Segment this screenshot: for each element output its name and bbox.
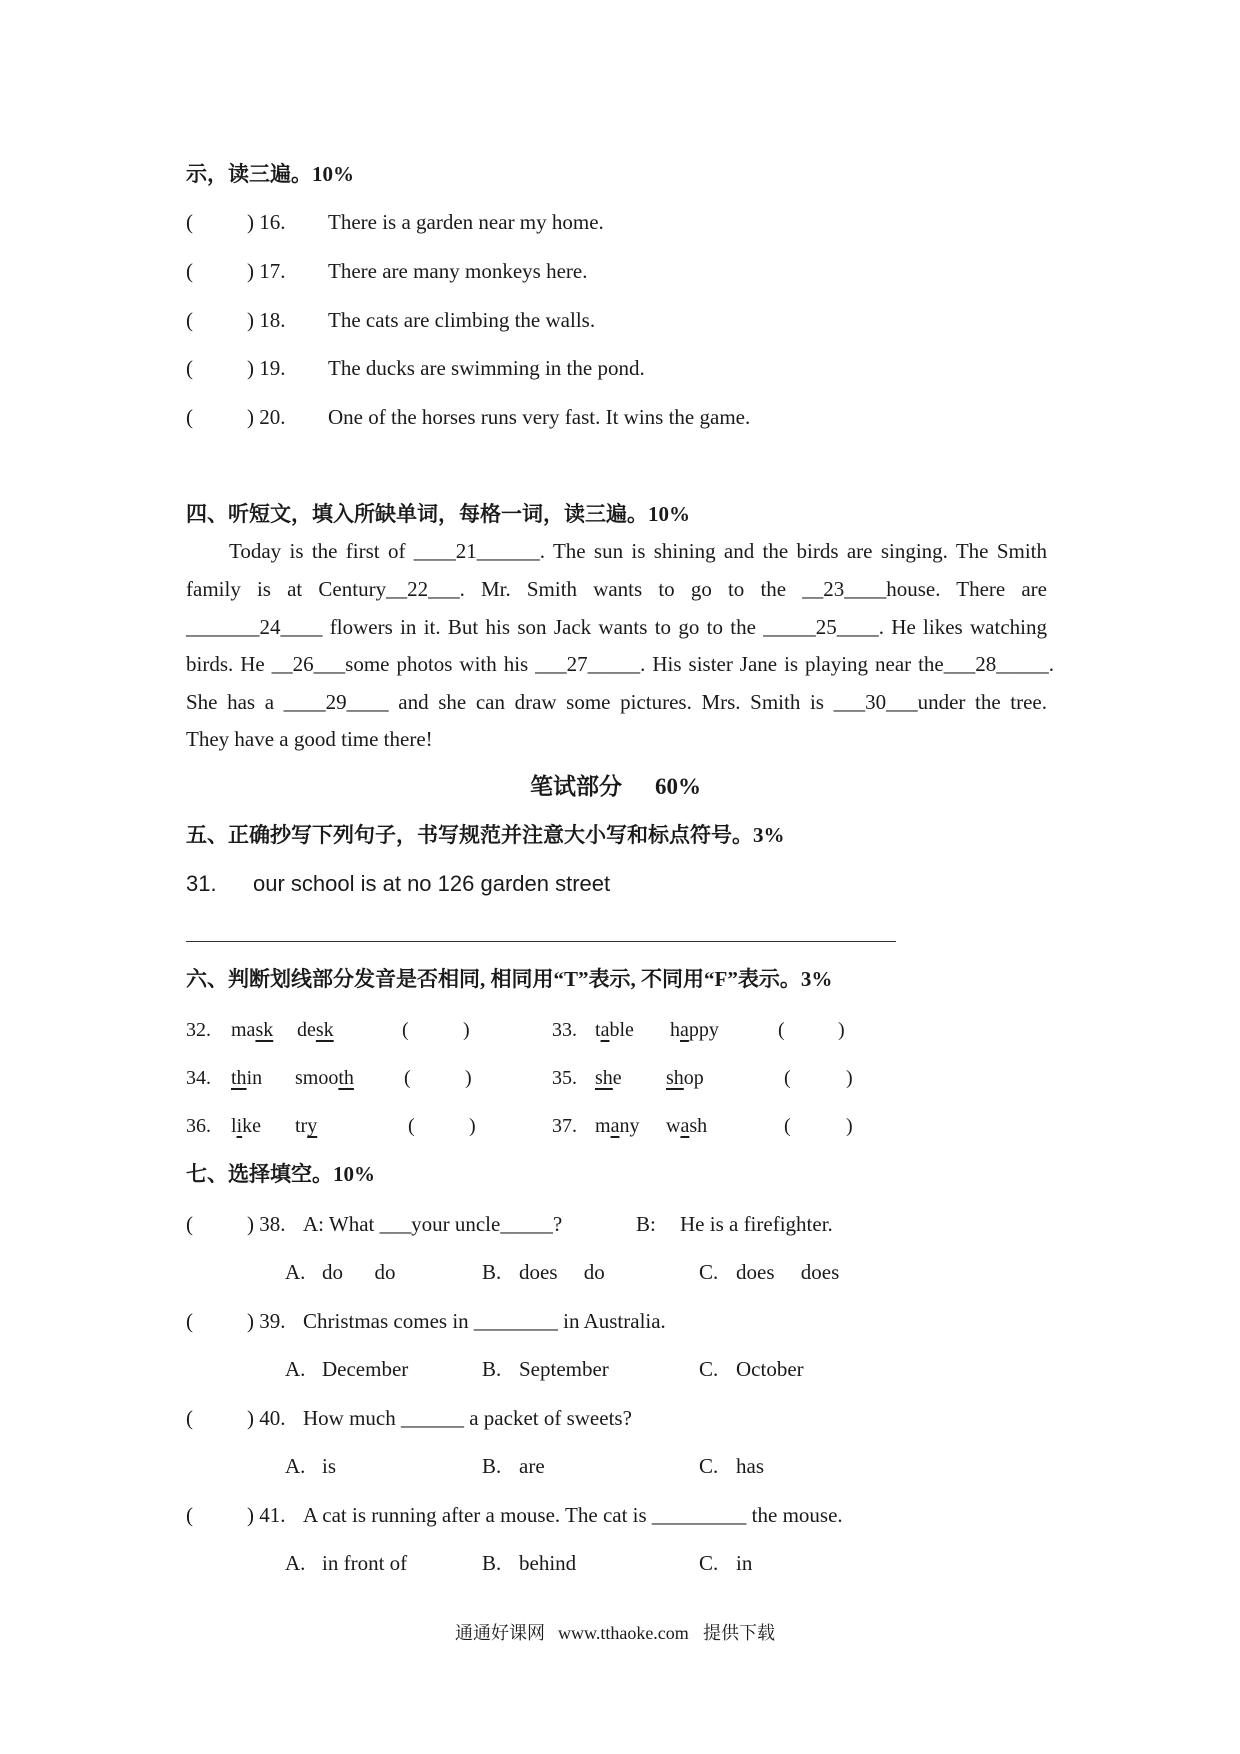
option-text: does do — [519, 1260, 605, 1284]
option-letter: B. — [482, 1357, 502, 1381]
word: many — [595, 1115, 640, 1137]
question-number: ) 38. — [247, 1212, 286, 1236]
answer-paren-close: ) — [846, 1067, 853, 1089]
answer-paren-open: ( — [784, 1067, 791, 1089]
section5-heading: 五、正确抄写下列句子，书写规范并注意大小写和标点符号。3% — [186, 823, 785, 847]
question-number: 32. — [186, 1019, 211, 1041]
option-letter: A. — [285, 1357, 306, 1381]
answer-paren: ( — [186, 308, 193, 332]
option-letter: A. — [285, 1551, 306, 1575]
option-letter: C. — [699, 1551, 719, 1575]
question-number: ) 19. — [247, 356, 286, 380]
answer-paren-close: ) — [469, 1115, 476, 1137]
word: wash — [666, 1115, 708, 1137]
question-number: ) 20. — [247, 405, 286, 429]
option-letter: A. — [285, 1260, 306, 1284]
footer-suffix: 提供下载 — [703, 1623, 775, 1643]
question-stem: A cat is running after a mouse. The cat is _________ the mouse. — [303, 1503, 843, 1527]
option-text: September — [519, 1357, 609, 1381]
passage-line: She has a ____29____ and she can draw some pictures. Mrs. Smith is ___30___under the tree. — [186, 690, 1047, 714]
option-letter: B. — [482, 1260, 502, 1284]
question-number: 37. — [552, 1115, 577, 1137]
answer-paren: ( — [186, 259, 193, 283]
option-text: behind — [519, 1551, 577, 1575]
question-number: ) 17. — [247, 259, 286, 283]
answer-paren-close: ) — [846, 1115, 853, 1137]
answer-paren: ( — [186, 405, 193, 429]
option-text: are — [519, 1454, 545, 1478]
word: desk — [297, 1019, 334, 1041]
option-letter: C. — [699, 1260, 719, 1284]
question-number: ) 41. — [247, 1503, 286, 1527]
written-part-percent: 60% — [655, 774, 701, 799]
answer-paren-open: ( — [408, 1115, 415, 1137]
word: mask — [231, 1019, 274, 1041]
option-letter: B. — [482, 1551, 502, 1575]
question-stem: A: What ___your uncle_____? — [303, 1212, 563, 1236]
question-text: There is a garden near my home. — [328, 210, 604, 234]
option-letter: C. — [699, 1357, 719, 1381]
answer-paren-open: ( — [784, 1115, 791, 1137]
option-text: do do — [322, 1260, 396, 1284]
question-number: 34. — [186, 1067, 211, 1089]
reply-label: B: — [636, 1212, 656, 1236]
question-number: ) 18. — [247, 308, 286, 332]
copy-sentence: our school is at no 126 garden street — [253, 871, 611, 896]
word: shop — [666, 1067, 704, 1089]
question-text: The cats are climbing the walls. — [328, 308, 596, 332]
question-number: 33. — [552, 1019, 577, 1041]
question-stem: Christmas comes in ________ in Australia. — [303, 1309, 666, 1333]
section7-heading: 七、选择填空。10% — [186, 1162, 375, 1186]
question-number: 36. — [186, 1115, 211, 1137]
answer-paren: ( — [186, 1503, 193, 1527]
answer-paren-close: ) — [838, 1019, 845, 1041]
answer-paren: ( — [186, 210, 193, 234]
question-number: ) 39. — [247, 1309, 286, 1333]
reply-text: He is a firefighter. — [680, 1212, 833, 1236]
passage-line: Today is the first of ____21______. The sun is shining and the birds are singing. The Smith — [229, 539, 1047, 563]
word: try — [295, 1115, 318, 1137]
answer-paren: ( — [186, 1309, 193, 1333]
option-text: is — [322, 1454, 337, 1478]
answer-paren: ( — [186, 356, 193, 380]
question-stem: How much ______ a packet of sweets? — [303, 1406, 632, 1430]
answer-paren-close: ) — [465, 1067, 472, 1089]
question-text: There are many monkeys here. — [328, 259, 588, 283]
question-text: The ducks are swimming in the pond. — [328, 356, 645, 380]
option-text: October — [736, 1357, 804, 1381]
option-letter: A. — [285, 1454, 306, 1478]
passage-line: They have a good time there! — [186, 727, 433, 751]
word: table — [595, 1019, 634, 1041]
answer-paren: ( — [186, 1406, 193, 1430]
answer-paren-close: ) — [463, 1019, 470, 1041]
word: smooth — [295, 1067, 354, 1089]
section3-heading-tail: 示，读三遍。10% — [186, 162, 354, 186]
section6-heading: 六、判断划线部分发音是否相同, 相同用“T”表示, 不同用“F”表示。3% — [186, 967, 833, 991]
word: like — [231, 1115, 262, 1137]
answer-paren: ( — [186, 1212, 193, 1236]
option-text: in front of — [322, 1551, 408, 1575]
option-letter: C. — [699, 1454, 719, 1478]
option-text: has — [736, 1454, 764, 1478]
word: she — [595, 1067, 622, 1089]
footer-url[interactable]: www.tthaoke.com — [558, 1623, 689, 1643]
question-text: One of the horses runs very fast. It wins the game. — [328, 405, 751, 429]
answer-paren-open: ( — [402, 1019, 409, 1041]
footer-site-name: 通通好课网 — [455, 1623, 545, 1643]
option-text: in — [736, 1551, 753, 1575]
question-number: 35. — [552, 1067, 577, 1089]
question-number: 31. — [186, 871, 217, 896]
passage-line: birds. He __26___some photos with his ___27_____. His sister Jane is playing near the___28_____. — [186, 652, 1054, 676]
option-text: does does — [736, 1260, 840, 1284]
word: happy — [670, 1019, 719, 1041]
section4-heading: 四、听短文，填入所缺单词，每格一词，读三遍。10% — [186, 502, 690, 526]
question-number: ) 40. — [247, 1406, 286, 1430]
answer-paren-open: ( — [778, 1019, 785, 1041]
passage-line: family is at Century__22___. Mr. Smith wants to go to the __23____house. There are — [186, 577, 1047, 601]
option-letter: B. — [482, 1454, 502, 1478]
word: thin — [231, 1067, 263, 1089]
answer-paren-open: ( — [404, 1067, 411, 1089]
passage-line: _______24____ flowers in it. But his son Jack wants to go to the _____25____. He likes watching — [186, 615, 1047, 639]
option-text: December — [322, 1357, 409, 1381]
written-part-title: 笔试部分 — [530, 774, 622, 799]
question-number: ) 16. — [247, 210, 286, 234]
writing-line[interactable] — [186, 941, 896, 942]
